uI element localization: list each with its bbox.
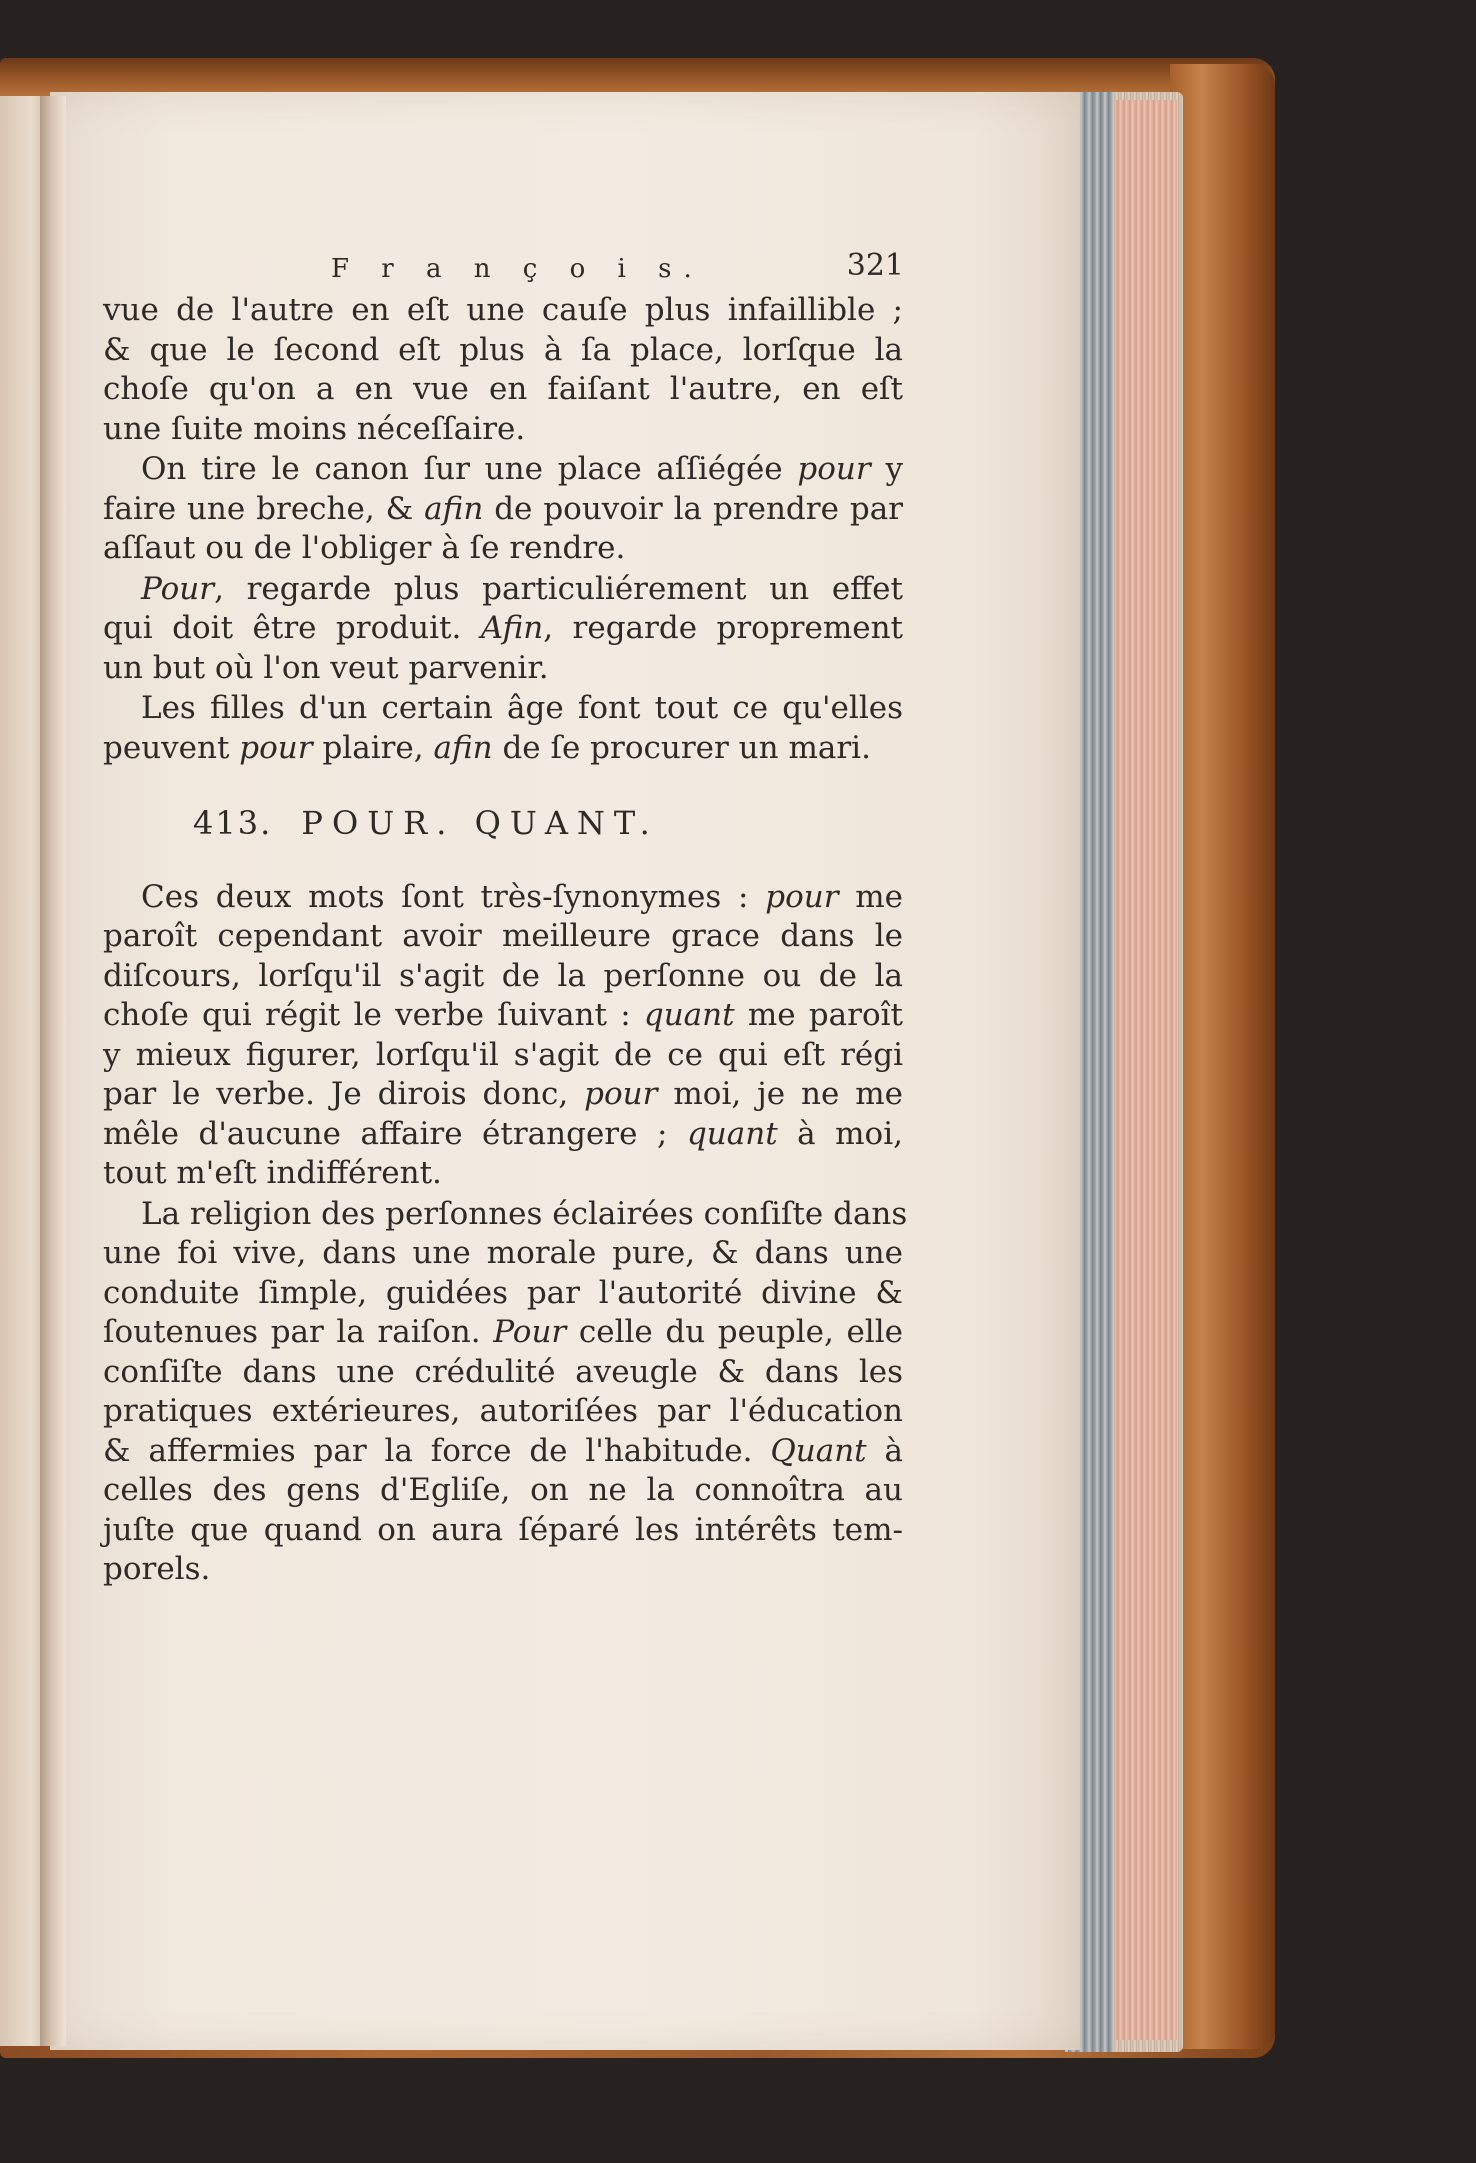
text-run: diſcours, lorſqu'il s'agit de la perſonne ou de la (103, 957, 903, 994)
text-line (103, 570, 903, 610)
text-run: La religion des perſonnes éclairées conſiſte dans (141, 1195, 908, 1232)
italic-word: quant (643, 997, 735, 1033)
text-line (103, 291, 903, 331)
text-run: Les filles d'un certain âge font tout ce qu'elles (141, 690, 903, 726)
paragraph (103, 570, 903, 689)
text-line (103, 490, 903, 530)
text-run: juſte que quand on aura ſéparé les intérêts tem- (103, 1511, 903, 1548)
text-line (103, 1550, 903, 1590)
text-line (103, 1392, 903, 1432)
text-run: , regarde plus particuliérement un effet (214, 570, 903, 607)
paragraph (103, 291, 903, 449)
text-line (103, 609, 903, 649)
text-run: mêle d'aucune affaire étrangere ; (103, 1115, 687, 1152)
text-line (103, 1353, 903, 1393)
section-title: POUR. QUANT. (301, 804, 659, 842)
text-line (103, 917, 903, 957)
text-run: peuvent (103, 729, 240, 766)
text-line (103, 370, 903, 410)
text-run: de ſe procurer un mari. (492, 729, 871, 766)
text-run: de pouvoir la prendre par (483, 490, 904, 527)
text-line (103, 1313, 903, 1353)
italic-word: pour (765, 878, 839, 915)
text-run: choſe qu'on a en vue en faiſant l'autre, en eſt (103, 371, 903, 407)
text-run: Ces deux mots ſont très-ſynonymes : (141, 878, 766, 915)
italic-word: Pour (141, 570, 215, 607)
italic-word: quant (686, 1115, 778, 1152)
text-run: me paroît (734, 997, 903, 1033)
text-line (103, 1234, 903, 1274)
paragraph (103, 450, 903, 569)
text-run: ſoutenues par la raiſon. (103, 1314, 494, 1350)
text-run: On tire le canon ſur une place aſſiégée (141, 451, 798, 487)
text-run: y mieux figurer, lorſqu'il s'agit de ce qui eſt régi (103, 1036, 903, 1073)
italic-word: afin (424, 490, 484, 527)
text-run: à moi, (777, 1115, 903, 1152)
text-line (103, 996, 903, 1036)
section-heading (103, 804, 903, 844)
text-line (103, 1432, 903, 1472)
text-line (103, 878, 903, 918)
text-run: paroît cependant avoir meilleure grace dans le (103, 918, 903, 954)
text-line (103, 957, 903, 997)
text-run: , regarde proprement (543, 610, 903, 646)
page-gutter (40, 96, 66, 2046)
italic-word: pour (239, 729, 313, 766)
running-title: F r a n ç o i s. (331, 254, 704, 284)
text-run: y (870, 451, 903, 487)
text-line (103, 1154, 903, 1194)
cover-fore-edge (1170, 64, 1275, 2049)
paragraph (103, 878, 903, 1194)
section-paragraphs (103, 878, 908, 1590)
text-run: tout m'eſt indifférent. (103, 1155, 442, 1191)
text-run: faire une breche, & (103, 490, 425, 527)
text-run: une foi vive, dans une morale pure, & dans une (103, 1235, 903, 1271)
italic-word: Quant (770, 1432, 867, 1469)
text-line (103, 450, 903, 490)
text-run: conſiſte dans une crédulité aveugle & dans les (103, 1353, 903, 1390)
text-run: une ſuite moins néceſſaire. (103, 410, 526, 447)
text-line (103, 1195, 908, 1235)
paragraphs-before-section (103, 291, 903, 768)
text-run: celles des gens d'Egliſe, on ne la connoîtra au (103, 1472, 903, 1508)
text-run: moi, je ne me (657, 1076, 903, 1112)
text-line (103, 689, 903, 729)
running-head (103, 250, 903, 290)
text-line (103, 1274, 903, 1314)
page-text (103, 248, 908, 1590)
text-run: vue de l'autre en eſt une cauſe plus infaillible ; (103, 292, 903, 328)
section-number: 413. (193, 804, 273, 842)
italic-word: pour (584, 1076, 658, 1112)
text-line (103, 1511, 903, 1551)
text-run: conduite ſimple, guidées par l'autorité divine & (103, 1274, 903, 1311)
page-number: 321 (846, 248, 904, 283)
text-run: me (838, 878, 903, 915)
text-line (103, 1075, 903, 1115)
text-run: par le verbe. Je dirois donc, (103, 1076, 585, 1112)
text-run: un but où l'on veut parvenir. (103, 649, 549, 686)
text-run: qui doit être produit. (103, 610, 481, 646)
text-line (103, 649, 903, 689)
text-run: celle du peuple, elle (566, 1314, 903, 1350)
text-run: & affermies par la force de l'habitude. (103, 1432, 771, 1469)
text-line (103, 1115, 903, 1155)
text-run: aſſaut ou de l'obliger à ſe rendre. (103, 530, 626, 566)
paragraph (103, 689, 903, 768)
text-run: & que le ſecond eſt plus à ſa place, lorſque la (103, 331, 903, 368)
italic-word: afin (433, 729, 493, 766)
text-run: à (866, 1432, 903, 1469)
page-edges-tinted (1115, 100, 1177, 2040)
text-line (103, 529, 903, 569)
text-run: plaire, (312, 729, 434, 766)
text-line (103, 331, 903, 371)
text-run: porels. (103, 1551, 211, 1587)
italic-word: Pour (493, 1314, 567, 1350)
italic-word: Afin (480, 610, 544, 646)
text-line (103, 1471, 903, 1511)
italic-word: pour (797, 451, 871, 487)
text-line (103, 410, 903, 450)
text-line (103, 729, 903, 769)
text-run: pratiques extérieures, autoriſées par l'éducation (103, 1393, 903, 1429)
text-run: choſe qui régit le verbe ſuivant : (103, 997, 644, 1033)
text-line (103, 1036, 903, 1076)
paragraph (103, 1195, 908, 1590)
